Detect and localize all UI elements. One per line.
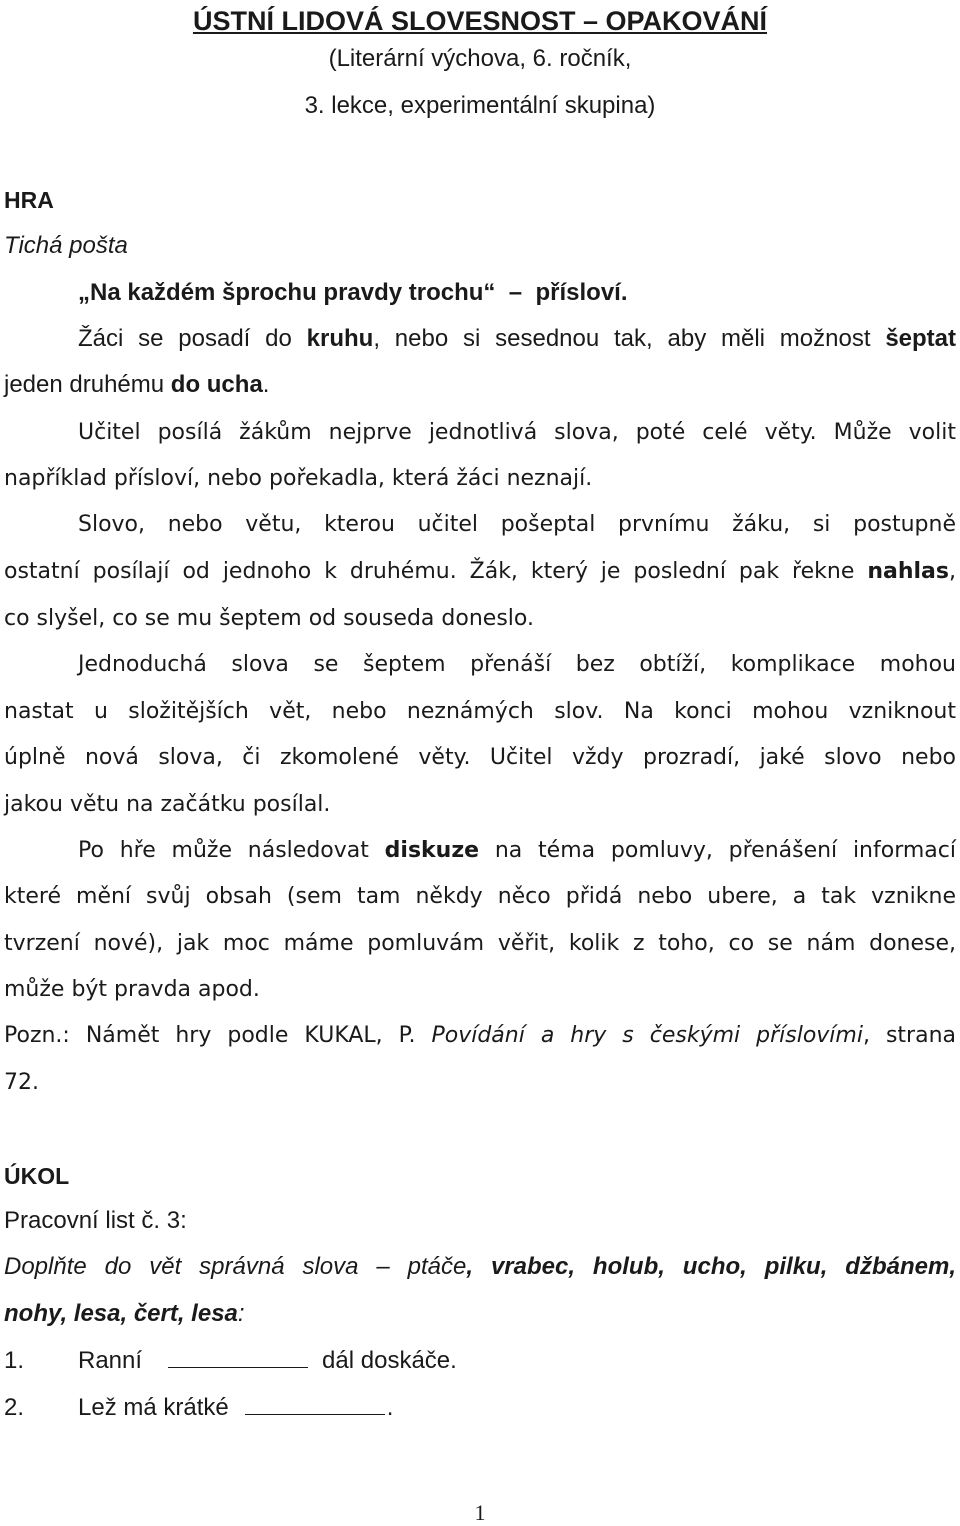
paragraph-3-line-3: co slyšel, co se mu šeptem od souseda doneslo. [4, 606, 534, 631]
subtitle-line-1: (Literární výchova, 6. ročník, [328, 45, 632, 72]
paragraph-5-line-1: Po hře může následovat diskuze na téma pomluvy, přenášení informací [78, 838, 956, 863]
paragraph-4-line-1: Jednoduchá slova se šeptem přenáší bez obtíží, komplikace mohou [78, 652, 956, 677]
paragraph-5-line-2: které mění svůj obsah (sem tam někdy něco přidá nebo ubere, a tak vznikne [4, 884, 956, 909]
source-note-line-2: 72. [4, 1070, 39, 1095]
section-heading-hra: HRA [4, 187, 54, 213]
answer-blank[interactable] [245, 1392, 385, 1415]
answer-blank[interactable] [168, 1345, 308, 1368]
paragraph-3-line-1: Slovo, nebo větu, kterou učitel pošeptal prvnímu žáku, si postupně [78, 512, 956, 537]
item-number: 2. [4, 1394, 25, 1421]
paragraph-4-line-4: jakou větu na začátku posílal. [4, 792, 331, 817]
proverb-line [78, 278, 960, 308]
paragraph-4-line-3: úplně nová slova, či zkomolené věty. Učitel vždy prozradí, jaké slovo nebo [4, 745, 956, 770]
paragraph-4-line-2: nastat u složitějších vět, nebo neznámých slov. Na konci mohou vzniknout [4, 699, 956, 724]
item-text-after: . [386, 1394, 394, 1421]
proverb-text: „Na každém šprochu pravdy trochu“ [78, 279, 496, 306]
paragraph-2-line-1: Učitel posílá žákům nejprve jednotlivá slova, poté celé věty. Může volit [78, 420, 956, 445]
item-number: 1. [4, 1347, 25, 1374]
paragraph-1-line-1: Žáci se posadí do kruhu, nebo si sesednou tak, aby měli možnost šeptat [78, 325, 956, 352]
paragraph-3-line-2: ostatní posílají od jednoho k druhému. Žák, který je poslední pak řekne nahlas, [4, 559, 956, 584]
paragraph-1-line-2: jeden druhému do ucha. [4, 371, 270, 398]
proverb-dash: – [508, 279, 523, 306]
exercise-item-2 [4, 1392, 956, 1423]
paragraph-5-line-3: tvrzení nové), jak moc máme pomluvám věřit, kolik z toho, co se nám donese, [4, 931, 956, 956]
task-instruction-line-1: Doplňte do vět správná slova – ptáče, vrabec, holub, ucho, pilku, džbánem, [4, 1253, 956, 1280]
page-number: 1 [474, 1500, 486, 1525]
paragraph-5-line-4: může být pravda apod. [4, 977, 260, 1002]
section-heading-ukol: ÚKOL [4, 1163, 70, 1189]
worksheet-label: Pracovní list č. 3: [4, 1207, 187, 1234]
item-text-after: dál doskáče. [322, 1347, 457, 1374]
subtitle-line-2: 3. lekce, experimentální skupina) [304, 92, 656, 119]
page-title: ÚSTNÍ LIDOVÁ SLOVESNOST – OPAKOVÁNÍ [192, 6, 768, 36]
item-text-before: Ranní [78, 1347, 143, 1374]
item-text-before: Lež má krátké [78, 1394, 229, 1421]
task-instruction-line-2: nohy, lesa, čert, lesa: [4, 1300, 245, 1327]
paragraph-2-line-2: například přísloví, nebo pořekadla, která žáci neznají. [4, 466, 593, 491]
exercise-item-1 [4, 1345, 956, 1376]
source-note-line-1: Pozn.: Námět hry podle KUKAL, P. Povídání a hry s českými příslovími, strana [4, 1023, 956, 1048]
proverb-type: přísloví. [535, 279, 628, 306]
game-name: Tichá pošta [4, 232, 128, 259]
